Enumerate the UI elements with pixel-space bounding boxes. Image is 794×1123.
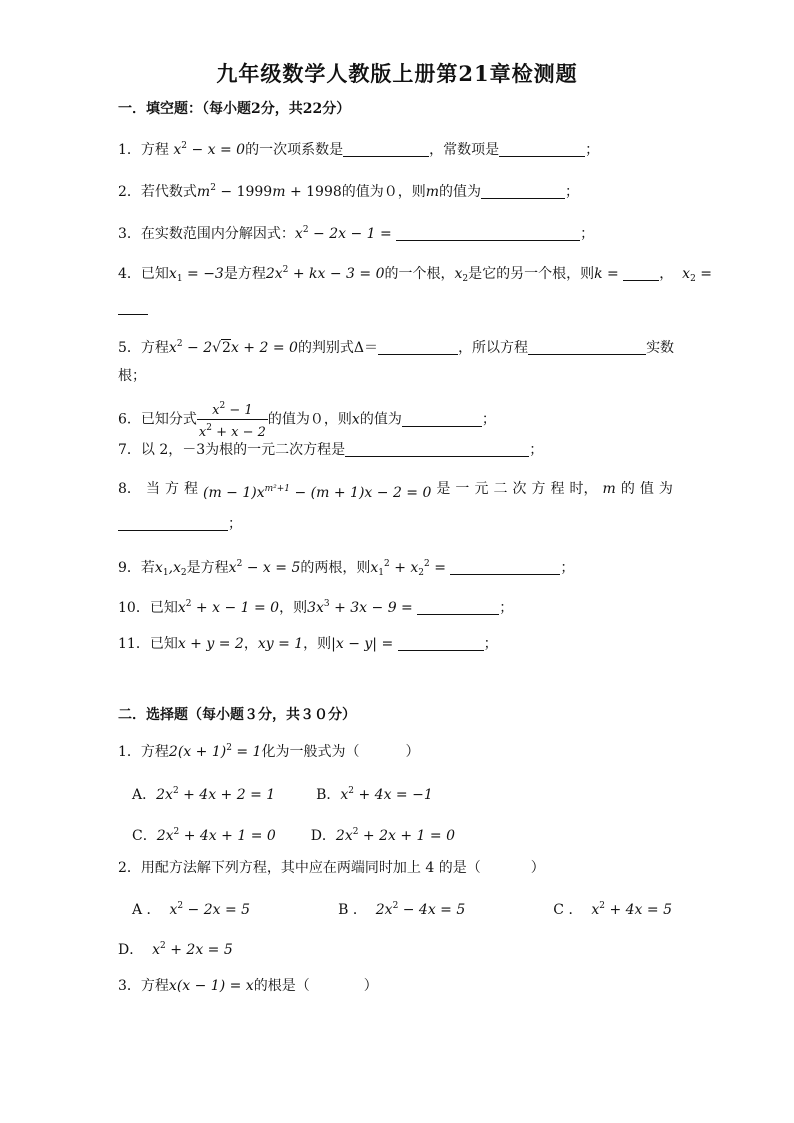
option-c[interactable]: C．$2x^2 + 4x + 1 = 0$ [132, 827, 276, 844]
section-fill-in-heading: 一．填空题：（每小题2分，共22分） [118, 101, 351, 117]
question-4-continued [118, 298, 148, 318]
answer-blank[interactable] [343, 142, 429, 157]
question-8-continued: ； [118, 514, 242, 534]
answer-blank[interactable] [398, 636, 484, 651]
answer-blank[interactable] [481, 184, 565, 199]
choice-options-row-1 [132, 781, 433, 805]
answer-blank[interactable] [378, 340, 458, 355]
choice-question-2: 2．用配方法解下列方程，其中应在两端同时加上 4 的是（ ） [118, 860, 545, 876]
option-a[interactable]: A ． $x^2 - 2x = 5$ [132, 901, 251, 918]
choice-question-3: 3．方程x(x − 1) = x的根是（ ） [118, 978, 378, 994]
choice-options-row-2 [132, 822, 455, 846]
question-11: 11．已知x + y = 2，xy = 1，则|x − y| = ； [118, 636, 498, 652]
question-8: 8． 当 方 程 $(m - 1)x^{m^2+1} - (m + 1)x - 2 = 0$ 是 一 元 二 次 方 程 时， m 的 值 为 [118, 481, 673, 501]
option-b[interactable]: B ． $2x^2 - 4x = 5$ [338, 901, 466, 918]
answer-blank[interactable] [528, 340, 646, 355]
question-9: 9．若$x_1,x_2$是方程$x^2 - x = 5$的两根，则$x_1^2 + x_2^2$ = ； [118, 559, 575, 578]
question-5-continued: 根； [118, 368, 146, 384]
fraction: $\frac{x^2 - 1}{x^2 + x - 2}$ [197, 398, 268, 441]
answer-blank[interactable] [118, 300, 148, 315]
answer-blank[interactable] [118, 516, 228, 531]
question-2: 2．若代数式$m^2 - 1999m + 1998$的值为０，则m的值为 ； [118, 183, 580, 200]
question-6: 6．已知分式 $\frac{x^2 - 1}{x^2 + x - 2}$ 的值为０，则x的值为 ； [118, 398, 496, 441]
option-d[interactable]: D． $x^2 + 2x = 5$ [118, 941, 233, 958]
question-7: 7．以 2，－3为根的一元二次方程是 ； [118, 442, 544, 458]
question-10: 10．已知$x^2 + x - 1 = 0$，则$3x^3 + 3x - 9$ = ； [118, 599, 514, 616]
option-a[interactable]: A．$2x^2 + 4x + 2 = 1$ [132, 786, 276, 803]
answer-blank[interactable] [623, 266, 659, 281]
answer-blank[interactable] [499, 142, 585, 157]
question-3: 3．在实数范围内分解因式：$x^2 - 2x - 1$ = ； [118, 225, 595, 242]
choice-options-row [132, 896, 672, 920]
section-choice-heading: 二．选择题（每小题３分，共３０分） [118, 707, 356, 723]
page-title: 九年级数学人教版上册第21章检测题 [216, 61, 578, 86]
question-1: 1．方程 $x^2 - x = 0$的一次项系数是 ，常数项是 ； [118, 141, 600, 158]
option-c[interactable]: C ． $x^2 + 4x = 5$ [553, 901, 672, 918]
answer-blank[interactable] [396, 226, 580, 241]
answer-blank[interactable] [345, 442, 529, 457]
option-d[interactable]: D．$2x^2 + 2x + 1 = 0$ [310, 827, 455, 844]
answer-blank[interactable] [450, 560, 560, 575]
answer-blank[interactable] [402, 412, 482, 427]
option-b[interactable]: B．$x^2 + 4x = -1$ [316, 786, 433, 803]
choice-question-1: 1．方程$2(x + 1)^2 = 1$化为一般式为（ ） [118, 743, 420, 760]
question-5: 5．方程$x^2 - 2√2x + 2 = 0$的判别式Δ＝ ，所以方程 实数 [118, 339, 675, 356]
answer-blank[interactable] [417, 600, 499, 615]
question-4: 4．已知$x_1 = -3$是方程$2x^2$ + kx − 3 = 0的一个根，$x_2$是它的另一个根，则k = ， $x_2$ = [118, 265, 712, 284]
